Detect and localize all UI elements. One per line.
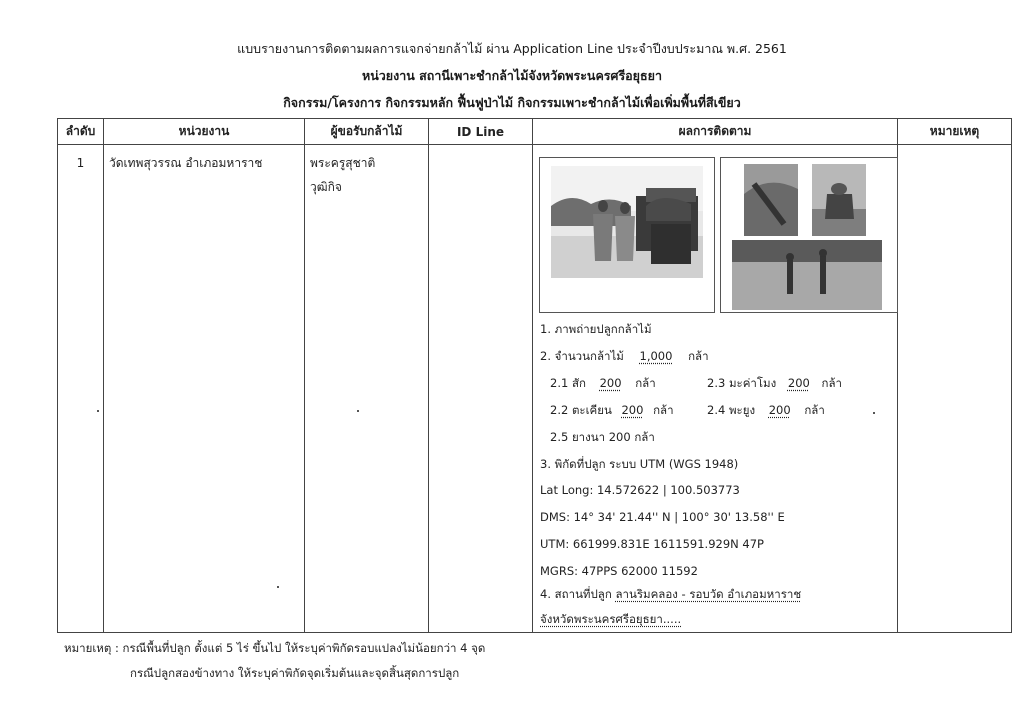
agency-title: หน่วยงาน สถานีเพาะชำกล้าไม้จังหวัดพระนครศรีอยุธยา [362, 68, 662, 83]
location-line2 [540, 611, 681, 629]
recipient-line2: วุฒิกิจ [310, 180, 342, 194]
result-sub-23 [707, 375, 842, 393]
result-sub-24 [707, 402, 825, 420]
photo-seedling-handover [539, 157, 715, 313]
scan-mark [873, 412, 875, 414]
table-header-row [58, 119, 1012, 145]
result-item3: 3. พิกัดที่ปลูก ระบบ UTM (WGS 1948) [540, 457, 739, 471]
result-item4 [540, 586, 801, 604]
sub-label: 2.2 ตะเคียน [550, 403, 612, 417]
sub-label: 2.3 มะค่าโมง [707, 376, 777, 390]
col-header-remark: หมายเหตุ [898, 119, 1012, 145]
sub-value: 200 [621, 403, 644, 417]
sub-unit: กล้า [653, 403, 674, 417]
location-label: 4. สถานที่ปลูก [540, 587, 612, 601]
collage-image-top-right [812, 164, 866, 236]
cell-recipient [305, 145, 429, 633]
col-header-agency: หน่วยงาน [104, 119, 305, 145]
sub-value: 200 [787, 376, 810, 390]
total-seedlings-label: 2. จำนวนกล้าไม้ [540, 349, 624, 363]
result-sub-21 [550, 375, 656, 393]
total-seedlings-value: 1,000 [639, 349, 673, 363]
result-item2 [540, 348, 709, 366]
result-sub-25: 2.5 ยางนา 200 กล้า [550, 430, 655, 444]
col-header-idline: ID Line [429, 119, 533, 145]
result-sub-22 [550, 402, 674, 420]
sub-unit: กล้า [804, 403, 825, 417]
recipient-line1: พระครูสุชาติ [310, 156, 376, 170]
location-line2-text: จังหวัดพระนครศรีอยุธยา..... [540, 612, 682, 626]
sub-unit: กล้า [635, 376, 656, 390]
sub-label: 2.4 พะยูง [707, 403, 756, 417]
total-seedlings-unit: กล้า [688, 349, 709, 363]
footer-note-2: กรณีปลูกสองข้างทาง ให้ระบุค่าพิกัดจุดเริ่มต้นและจุดสิ้นสุดการปลูก [130, 666, 460, 680]
scan-mark [357, 410, 359, 412]
scan-mark [277, 586, 279, 588]
cell-remark [898, 145, 1012, 633]
sub-label: 2.1 สัก [550, 376, 586, 390]
location-line1: ลานริมคลอง - รอบวัด อำเภอมหาราช [615, 587, 802, 601]
report-title: แบบรายงานการติดตามผลการแจกจ่ายกล้าไม้ ผ่าน Application Line ประจำปีงบประมาณ พ.ศ. 2561 [237, 41, 787, 56]
handover-photo-image [551, 166, 703, 278]
sub-value: 200 [768, 403, 791, 417]
sub-value: 200 [599, 376, 622, 390]
cell-agency: วัดเทพสุวรรณ อำเภอมหาราช [104, 145, 305, 633]
coord-dms: DMS: 14° 34' 21.44'' N | 100° 30' 13.58'' E [540, 510, 785, 524]
result-item1: 1. ภาพถ่ายปลูกกล้าไม้ [540, 322, 652, 336]
collage-image-top-left [744, 164, 798, 236]
photo-planting-collage [720, 157, 898, 313]
cell-idline [429, 145, 533, 633]
coord-mgrs: MGRS: 47PPS 62000 11592 [540, 564, 698, 578]
sub-unit: กล้า [821, 376, 842, 390]
cell-no: 1 [58, 145, 104, 633]
col-header-result: ผลการติดตาม [533, 119, 898, 145]
col-header-recipient: ผู้ขอรับกล้าไม้ [305, 119, 429, 145]
collage-image-bottom [732, 240, 882, 310]
col-header-no: ลำดับ [58, 119, 104, 145]
coord-utm: UTM: 661999.831E 1611591.929N 47P [540, 537, 764, 551]
activity-title: กิจกรรม/โครงการ กิจกรรมหลัก ฟื้นฟูป่าไม้ กิจกรรมเพาะชำกล้าไม้เพื่อเพิ่มพื้นที่สีเขียว [283, 95, 741, 110]
scan-mark [97, 410, 99, 412]
footer-note-1: หมายเหตุ : กรณีพื้นที่ปลูก ตั้งแต่ 5 ไร่ ขึ้นไป ให้ระบุค่าพิกัดรอบแปลงไม่น้อยกว่า 4 จุด [64, 641, 486, 655]
coord-latlong: Lat Long: 14.572622 | 100.503773 [540, 483, 740, 497]
